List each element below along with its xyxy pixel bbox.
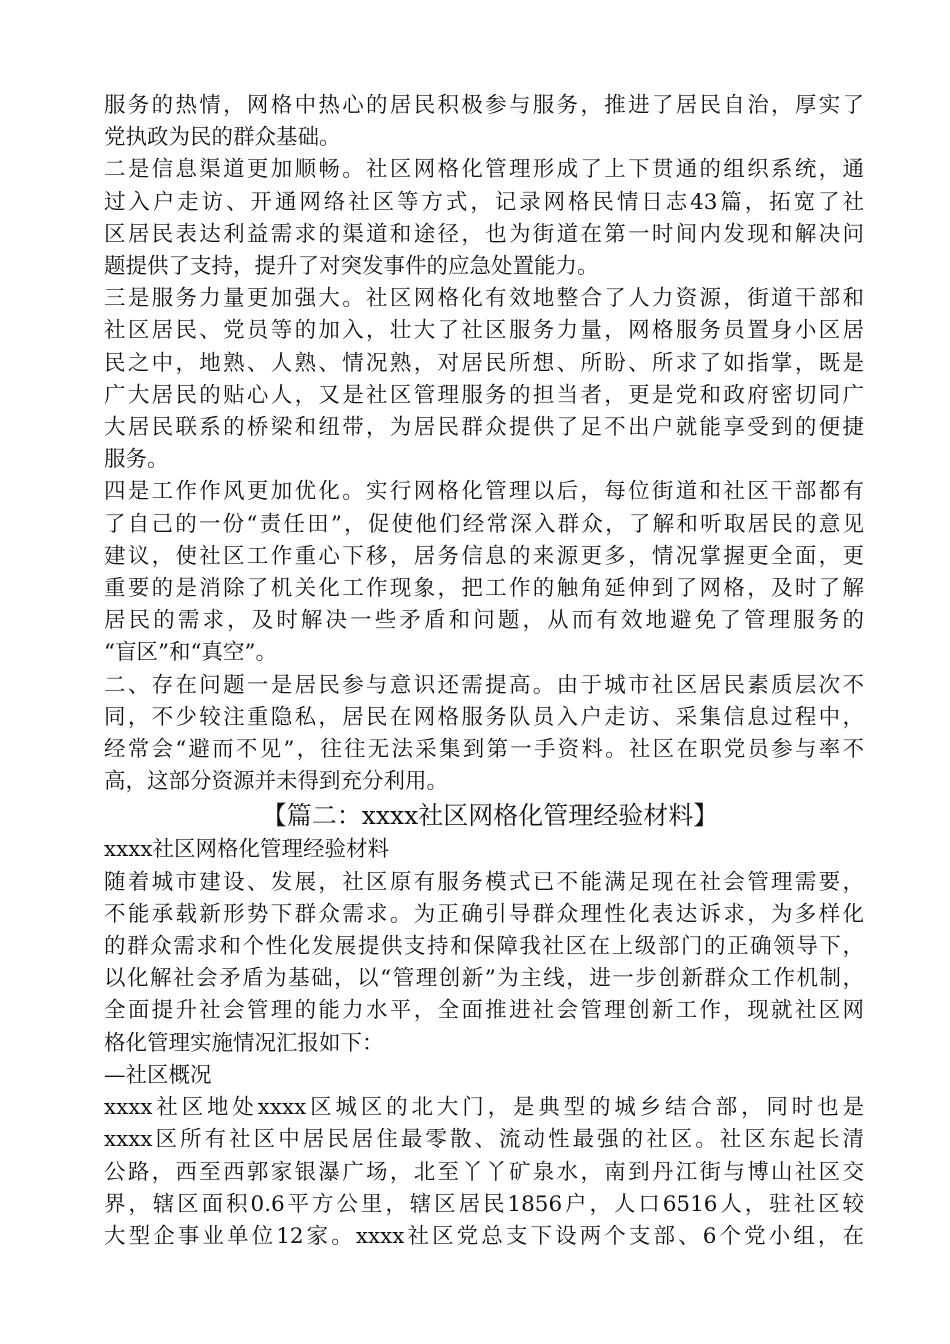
text-line: 重要的是消除了机关化工作现象，把工作的触角延伸到了网格，及时了解 bbox=[104, 576, 864, 602]
text-line: 服务。 bbox=[104, 447, 169, 473]
document-body-part2 bbox=[104, 834, 864, 1253]
text-line: 二、存在问题一是居民参与意识还需提高。由于城市社区居民素质层次不 bbox=[104, 672, 864, 698]
text-line: 大居民联系的桥梁和纽带，为居民群众提供了足不出户就能享受到的便捷 bbox=[104, 415, 864, 441]
text-line: 全面提升社会管理的能力水平，全面推进社会管理创新工作，现就社区网 bbox=[104, 998, 864, 1024]
text-line: 社区居民、党员等的加入，壮大了社区服务力量，网格服务员置身小区居 bbox=[104, 318, 864, 344]
text-line: 经常会“避而不见”，往往无法采集到第一手资料。社区在职党员参与率不 bbox=[104, 737, 864, 763]
text-line: 二是信息渠道更加顺畅。社区网格化管理形成了上下贯通的组织系统，通 bbox=[104, 157, 864, 183]
text-line: 区居民表达利益需求的渠道和途径，也为街道在第一时间内发现和解决问 bbox=[104, 221, 864, 247]
text-line: 不能承载新形势下群众需求。为正确引导群众理性化表达诉求，为多样化 bbox=[104, 901, 864, 927]
text-line: 三是服务力量更加强大。社区网格化有效地整合了人力资源，街道干部和 bbox=[104, 286, 864, 312]
text-line: 题提供了支持，提升了对突发事件的应急处置能力。 bbox=[104, 254, 599, 280]
text-line: 党执政为民的群众基础。 bbox=[104, 125, 341, 151]
text-line: xxxx社区网格化管理经验材料 bbox=[104, 837, 390, 863]
text-line: 建议，使社区工作重心下移，居务信息的来源更多，情况掌握更全面，更 bbox=[104, 543, 864, 569]
text-line: 随着城市建设、发展，社区原有服务模式已不能满足现在社会管理需要， bbox=[104, 869, 864, 895]
text-line: xxxx社区地处xxxx区城区的北大门，是典型的城乡结合部，同时也是 bbox=[104, 1095, 864, 1121]
text-line: 了自己的一份“责任田”，促使他们经常深入群众，了解和听取居民的意见 bbox=[104, 511, 864, 537]
text-line: 广大居民的贴心人，又是社区管理服务的担当者，更是党和政府密切同广 bbox=[104, 382, 864, 408]
text-line: 公路，西至西郭家银瀑广场，北至丫丫矿泉水，南到丹江街与博山社区交 bbox=[104, 1159, 864, 1185]
text-line: —社区概况 bbox=[104, 1062, 212, 1088]
text-line: xxxx区所有社区中居民居住最零散、流动性最强的社区。社区东起长清 bbox=[104, 1127, 864, 1153]
document-page bbox=[104, 90, 864, 1253]
text-line: 四是工作作风更加优化。实行网格化管理以后，每位街道和社区干部都有 bbox=[104, 479, 864, 505]
text-line: 以化解社会矛盾为基础，以“管理创新”为主线，进一步创新群众工作机制， bbox=[104, 966, 864, 992]
text-line: 同，不少较注重隐私，居民在网格服务队员入户走访、采集信息过程中， bbox=[104, 704, 864, 730]
text-line: 过入户走访、开通网络社区等方式，记录网格民情日志43篇，拓宽了社 bbox=[104, 189, 864, 215]
section-heading: 【篇二：xxxx社区网格化管理经验材料】 bbox=[261, 801, 719, 831]
text-line: 的群众需求和个性化发展提供支持和保障我社区在上级部门的正确领导下， bbox=[104, 934, 864, 960]
text-line: “盲区”和“真空”。 bbox=[104, 640, 277, 666]
text-line: 格化管理实施情况汇报如下： bbox=[104, 1030, 384, 1056]
text-line: 民之中，地熟、人熟、情况熟，对居民所想、所盼、所求了如指掌，既是 bbox=[104, 350, 864, 376]
text-line: 居民的需求，及时解决一些矛盾和问题，从而有效地避免了管理服务的 bbox=[104, 608, 864, 634]
text-line: 服务的热情，网格中热心的居民积极参与服务，推进了居民自治，厚实了 bbox=[104, 93, 864, 118]
text-line: 大型企事业单位12家。xxxx社区党总支下设两个支部、6个党小组，在 bbox=[104, 1223, 864, 1249]
document-body-part1 bbox=[104, 90, 864, 798]
text-line: 高，这部分资源并未得到充分利用。 bbox=[104, 769, 449, 795]
text-line: 界，辖区面积0.6平方公里，辖区居民1856户，人口6516人，驻社区较 bbox=[104, 1191, 864, 1217]
